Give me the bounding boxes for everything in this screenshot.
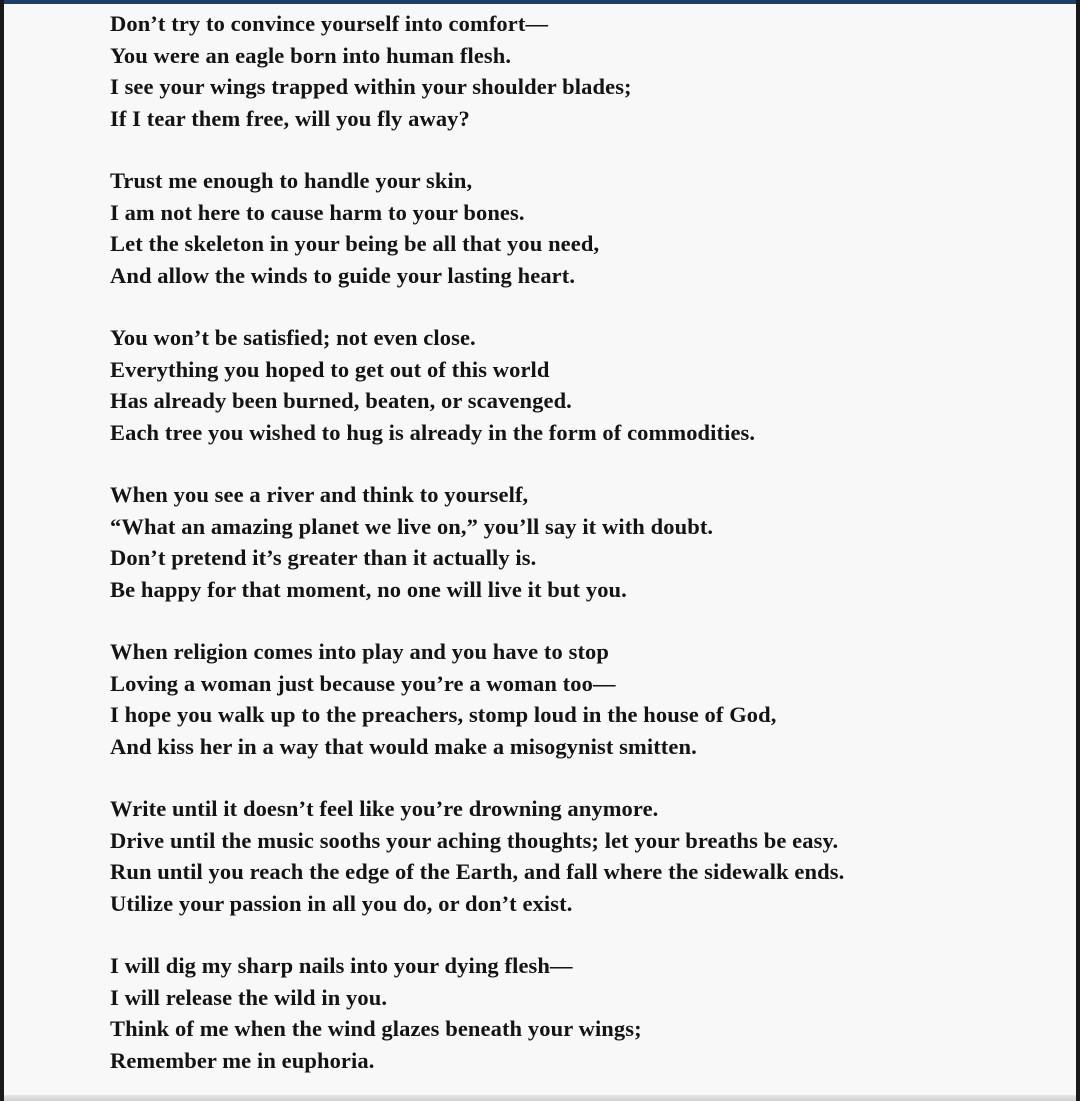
poem-line: Loving a woman just because you’re a woman too— <box>110 670 616 696</box>
poem-text <box>110 8 1060 1101</box>
poem-line: Think of me when the wind glazes beneath your wings; <box>110 1016 642 1041</box>
poem-line: I am not here to cause harm to your bones. <box>110 199 525 225</box>
poem-line: I will dig my sharp nails into your dying flesh— <box>110 953 573 978</box>
stanza-5 <box>110 636 1060 762</box>
poem-line: When you see a river and think to yourself, <box>110 482 529 507</box>
poem-line: Utilize your passion in all you do, or don’t exist. <box>110 890 573 916</box>
poem-line: Trust me enough to handle your skin, <box>110 168 473 193</box>
poem-line: Run until you reach the edge of the Earth, and fall where the sidewalk ends. <box>110 859 845 884</box>
poem-line: And kiss her in a way that would make a misogynist smitten. <box>110 733 697 759</box>
poem-line: You were an eagle born into human flesh. <box>110 42 512 68</box>
poem-line: I see your wings trapped within your shoulder blades; <box>110 74 632 99</box>
poem-line: Drive until the music sooths your aching thoughts; let your breaths be easy. <box>110 827 839 853</box>
poem-line: Be happy for that moment, no one will live it but you. <box>110 576 627 602</box>
poem-line: Each tree you wished to hug is already in the form of commodities. <box>110 419 756 445</box>
poem-line: If I tear them free, will you fly away? <box>110 105 470 131</box>
poem-line: I hope you walk up to the preachers, stomp loud in the house of God, <box>110 702 777 727</box>
poem-line: You won’t be satisfied; not even close. <box>110 325 476 350</box>
poem-line: I will release the wild in you. <box>110 984 388 1010</box>
poem-line: “What an amazing planet we live on,” you’ll say it with doubt. <box>110 513 714 539</box>
top-edge-bar <box>4 0 1076 4</box>
poem-line: Don’t pretend it’s greater than it actually is. <box>110 545 537 570</box>
poem-line: When religion comes into play and you have to stop <box>110 639 610 664</box>
poem-line: And allow the winds to guide your lasting heart. <box>110 262 576 288</box>
poem-line: Write until it doesn’t feel like you’re drowning anymore. <box>110 796 659 821</box>
stanza-6 <box>110 793 1060 919</box>
bottom-edge <box>4 1095 1076 1101</box>
poem-line: Remember me in euphoria. <box>110 1047 375 1073</box>
poem-line: Everything you hoped to get out of this world <box>110 356 550 382</box>
poem-line: Has already been burned, beaten, or scavenged. <box>110 388 572 413</box>
stanza-2 <box>110 165 1060 291</box>
stanza-3 <box>110 322 1060 448</box>
poem-line: Don’t try to convince yourself into comfort— <box>110 11 549 36</box>
stanza-1 <box>110 8 1060 134</box>
stanza-7 <box>110 950 1060 1076</box>
poem-line: Let the skeleton in your being be all that you need, <box>110 231 600 256</box>
stanza-4 <box>110 479 1060 605</box>
